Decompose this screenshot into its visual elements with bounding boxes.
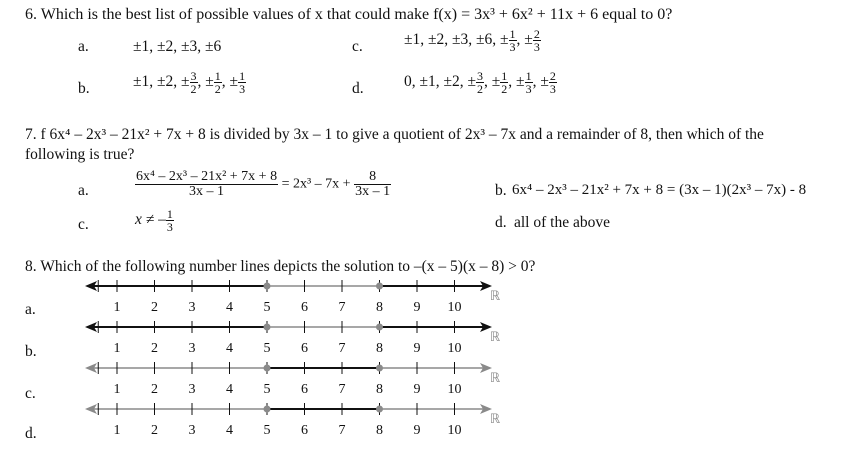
tick-label: 10: [447, 300, 462, 315]
tick-label: 8: [376, 300, 383, 315]
number-line-b-svg: [82, 319, 507, 359]
q7-option-b-text: 6x⁴ – 2x³ – 21x² + 7x + 8 = (3x – 1)(2x³ – 7x) - 8: [512, 182, 807, 198]
tick-label: 6: [301, 341, 308, 356]
tick-label: 8: [376, 423, 383, 438]
q8-letter-b: b.: [25, 343, 37, 360]
q6-d-frac2: $\frac{1}{2}$: [501, 69, 508, 96]
q6-option-a-letter: a.: [78, 38, 89, 55]
tick-label: 7: [338, 382, 346, 397]
q6-b-frac1: $\frac{3}{2}$: [190, 69, 197, 96]
q7-c-text: x ≠ –: [135, 211, 166, 229]
q6-option-a-text: ±1, ±2, ±3, ±6: [133, 38, 222, 55]
number-line-a[interactable]: [82, 278, 507, 318]
tick-label: 6: [301, 382, 308, 397]
tick-label: 1: [113, 423, 121, 438]
tick-label: 8: [376, 382, 383, 397]
tick-label: 8: [376, 341, 383, 356]
q7-option-d-letter: d.: [495, 214, 507, 231]
q7-question-line1: 7. f 6x⁴ – 2x³ – 21x² + 7x + 8 is divided by 3x – 1 to give a quotient of 2x³ – 7x and a remainder of 8, then which of the: [25, 126, 764, 143]
q7-option-a-letter: a.: [78, 182, 89, 199]
number-line-c[interactable]: [82, 360, 507, 400]
q6-option-d-text: 0, ±1, ±2, ± $\frac{3}{2}$ , ± $\frac{1}{2}$ , ± $\frac{1}{3}$ , ± $\frac{2}{3}$: [404, 69, 556, 96]
q7-option-d-text: all of the above: [514, 214, 610, 231]
endpoint-dot: [264, 283, 270, 289]
tick-label: 4: [226, 300, 233, 315]
endpoint-dot: [377, 283, 383, 289]
tick-label: 9: [413, 300, 421, 315]
q6-c-frac2: $\frac{2}{3}$: [533, 27, 540, 54]
tick-label: 7: [338, 341, 346, 356]
tick-label: 10: [447, 423, 462, 438]
tick-label: 1: [113, 382, 121, 397]
endpoint-dot: [377, 365, 383, 371]
tick-label: 5: [263, 341, 271, 356]
q7-option-c-expr: [135, 208, 174, 233]
tick-label: 9: [413, 341, 421, 356]
number-line-b[interactable]: [82, 319, 507, 359]
tick-label: 10: [447, 341, 462, 356]
q6-d-frac4: $\frac{2}{3}$: [549, 69, 556, 96]
tick-label: 1: [113, 300, 121, 315]
tick-label: 5: [263, 423, 271, 438]
tick-label: 4: [226, 423, 233, 438]
real-numbers-symbol: ℝ: [489, 330, 500, 345]
q7-question-line2: following is true?: [25, 146, 135, 163]
q7-a-rhs-fraction: $\frac{8}{3x - 1}$: [355, 169, 391, 199]
q6-option-d-letter: d.: [352, 80, 364, 97]
q6-option-c-letter: c.: [352, 38, 363, 55]
q6-question: 6. Which is the best list of possible values of x that could make f(x) = 3x³ + 6x² + 11x + 6 equal to 0?: [25, 6, 673, 23]
tick-label: 5: [263, 382, 271, 397]
tick-label: 2: [151, 382, 158, 397]
q8-letter-d: d.: [25, 425, 37, 442]
tick-label: 3: [188, 300, 196, 315]
number-line-c-svg: [82, 360, 507, 400]
q7-option-c-letter: c.: [78, 216, 89, 233]
q6-b-frac2: $\frac{1}{2}$: [214, 69, 221, 96]
q6-c-frac1: $\frac{1}{3}$: [509, 27, 516, 54]
tick-label: 4: [226, 341, 233, 356]
tick-label: 6: [301, 300, 308, 315]
q6-d-frac3: $\frac{1}{3}$: [525, 69, 532, 96]
q8-question: 8. Which of the following number lines depicts the solution to –(x – 5)(x – 8) > 0?: [25, 258, 536, 275]
real-numbers-symbol: ℝ: [489, 412, 500, 427]
real-numbers-symbol: ℝ: [489, 371, 500, 386]
endpoint-dot: [264, 406, 270, 412]
endpoint-dot: [377, 324, 383, 330]
endpoint-dot: [264, 324, 270, 330]
number-line-d[interactable]: [82, 401, 507, 441]
number-line-d-svg: [82, 401, 507, 441]
endpoint-dot: [264, 365, 270, 371]
tick-label: 2: [151, 300, 158, 315]
q7-option-a-expr: [135, 170, 391, 199]
q8-letter-a: a.: [25, 301, 36, 318]
q6-b-frac3: $\frac{1}{3}$: [239, 69, 246, 96]
tick-label: 4: [226, 382, 233, 397]
tick-label: 6: [301, 423, 308, 438]
q7-option-b-letter: b.: [495, 182, 507, 199]
tick-label: 5: [263, 300, 271, 315]
tick-label: 9: [413, 382, 421, 397]
tick-label: 9: [413, 423, 421, 438]
q6-b-prefix: ±1, ±2, ±: [133, 73, 190, 91]
tick-label: 10: [447, 382, 462, 397]
q7-c-fraction: $\frac{1}{3}$: [166, 207, 173, 234]
q6-d-frac1: $\frac{3}{2}$: [477, 69, 484, 96]
tick-label: 2: [151, 341, 158, 356]
q8-letter-c: c.: [25, 385, 36, 402]
tick-label: 3: [188, 382, 196, 397]
q6-option-c-text: ±1, ±2, ±3, ±6, ± $\frac{1}{3}$ , ± $\frac{2}{3}$: [404, 27, 540, 54]
q6-option-b-text: ±1, ±2, ± $\frac{3}{2}$ , ± $\frac{1}{2}$ , ± $\frac{1}{3}$: [133, 69, 246, 96]
q7-a-lhs-fraction: $\frac{\text{6x⁴ – 2x³ – 21x² + 7x + 8}}{3x - 1}$: [136, 169, 278, 199]
tick-label: 7: [338, 423, 346, 438]
tick-label: 3: [188, 423, 196, 438]
endpoint-dot: [377, 406, 383, 412]
q7-a-mid: = 2x³ – 7x +: [281, 176, 351, 192]
number-line-a-svg: [82, 278, 507, 318]
tick-label: 2: [151, 423, 158, 438]
tick-label: 3: [188, 341, 196, 356]
tick-label: 1: [113, 341, 121, 356]
tick-label: 7: [338, 300, 346, 315]
real-numbers-symbol: ℝ: [489, 289, 500, 304]
q6-option-b-letter: b.: [78, 80, 90, 97]
